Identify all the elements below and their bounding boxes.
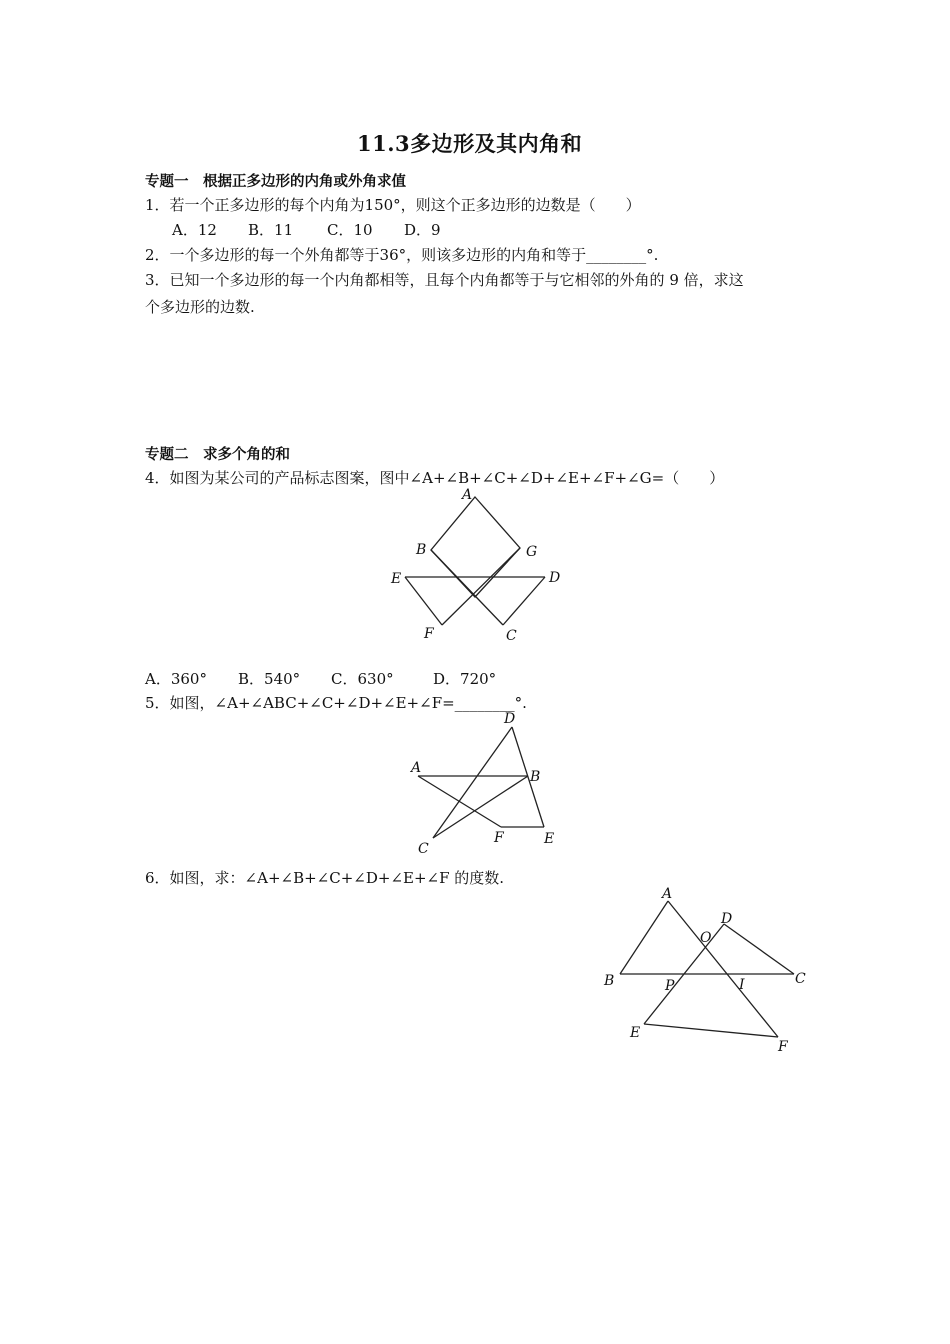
q6-label-e: E	[630, 1025, 641, 1041]
q4-label-c: C	[506, 628, 517, 644]
q6-line-ab	[620, 901, 668, 974]
q4-label-d: D	[549, 570, 561, 586]
q6-label-i: I	[739, 977, 745, 993]
question-1-option-d: D．9	[404, 221, 441, 239]
q5-line-bc	[433, 776, 528, 838]
question-3-line-2: 个多边形的边数.	[145, 298, 255, 316]
q4-line-bc	[431, 550, 503, 625]
page-title: 11.3多边形及其内角和	[357, 131, 583, 156]
q4-line-ef	[405, 577, 442, 625]
topic-1-heading: 专题一 根据正多边形的内角或外角求值	[145, 174, 406, 190]
q6-label-d: D	[721, 911, 733, 927]
question-1-option-c: C．10	[327, 221, 373, 239]
q5-label-a: A	[411, 760, 422, 776]
question-4-option-a: A．360°	[145, 670, 207, 688]
q5-label-e: E	[544, 831, 555, 847]
q6-label-f: F	[778, 1039, 788, 1055]
question-4-option-b: B．540°	[238, 670, 301, 688]
question-2-stem: 2．一个多边形的每一个外角都等于36°，则该多边形的内角和等于________°.	[145, 246, 659, 264]
q5-label-f: F	[494, 830, 504, 846]
q4-label-a: A	[462, 487, 473, 503]
question-4-option-c: C．630°	[331, 670, 394, 688]
q5-line-cd	[433, 727, 512, 838]
question-3-line-1: 3．已知一个多边形的每一个内角都相等，且每个内角都等于与它相邻的外角的 9 倍，求这	[145, 271, 744, 289]
question-5-figure	[405, 706, 585, 856]
q6-label-a: A	[662, 886, 673, 902]
q4-label-e: E	[391, 571, 402, 587]
q6-line-cd	[724, 924, 794, 974]
q5-label-b: B	[530, 769, 541, 785]
q4-label-f: F	[424, 626, 434, 642]
question-1-option-a: A．12	[172, 221, 217, 239]
q6-label-p: P	[665, 978, 675, 994]
topic-2-heading: 专题二 求多个角的和	[145, 447, 290, 463]
q6-line-ef	[644, 1024, 778, 1037]
question-4-stem: 4．如图为某公司的产品标志图案，图中∠A+∠B+∠C+∠D+∠E+∠F+∠G=（ ）	[145, 469, 725, 487]
q6-label-b: B	[604, 973, 615, 989]
question-1-option-b: B．11	[248, 221, 294, 239]
question-4-figure	[383, 485, 573, 645]
q6-label-o: O	[700, 930, 712, 946]
question-5-stem: 5．如图，∠A+∠ABC+∠C+∠D+∠E+∠F=________°.	[145, 694, 527, 712]
q4-line-fg	[442, 548, 520, 625]
question-6-figure	[598, 880, 823, 1055]
question-4-option-d: D．720°	[433, 670, 497, 688]
q5-label-c: C	[418, 841, 429, 856]
q6-label-c: C	[795, 971, 806, 987]
question-6-stem: 6．如图，求：∠A+∠B+∠C+∠D+∠E+∠F 的度数.	[145, 869, 505, 887]
q4-line-cd	[503, 577, 545, 625]
q4-square-agbc	[431, 497, 520, 597]
question-1-stem: 1．若一个正多边形的每个内角为150°，则这个正多边形的边数是（ ）	[145, 196, 641, 214]
q5-label-d: D	[504, 711, 516, 727]
q4-label-b: B	[416, 542, 427, 558]
q4-label-g: G	[526, 544, 538, 560]
